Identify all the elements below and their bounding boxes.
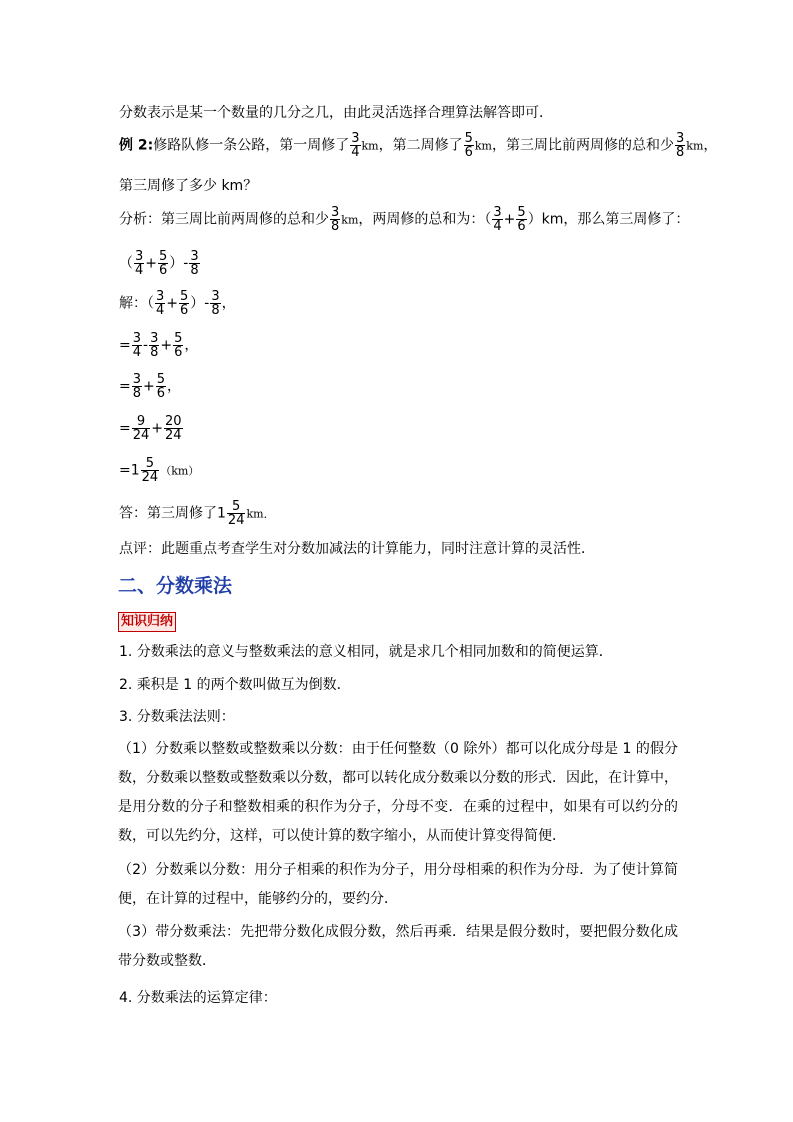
fraction: $\frac{3}{8}$	[132, 372, 142, 401]
solution-line-2: = $\frac{3}{4}$ - $\frac{3}{8}$ + $\frac{5}{6}$ ，	[119, 331, 199, 360]
fraction: $\frac{5}{6}$	[174, 331, 183, 360]
fraction: $\frac{5}{6}$	[464, 131, 473, 160]
fraction: $\frac{9}{24}$	[132, 414, 150, 443]
rule-1: （1）分数乘以整数或整数乘以分数：由于任何整数（0 除外）都可以化成分母是 1 的假分数，分数乘以整数或整数乘以分数，都可以转化成分数乘以分数的形式．因此，在计算中，是用分数的分子和整数相乘的积作为分子，分母不变．在乘的过程中，如果有可以约分的数，可以先约分，这样，可以使计算的数字缩小，从而使计算变得简便．	[118, 741, 678, 844]
point-4: 4. 分数乘法的运算定律：	[119, 990, 277, 1006]
example-question-line: 例 2:修路队修一条公路，第一周修了 $\frac{3}{4}$ km，第二周修了 $\frac{5}{6}$ km，第三周比前两周修的总和少 $\frac{3}{8}$ km，	[119, 131, 718, 160]
fraction: $\frac{3}{8}$	[190, 249, 199, 278]
question-part: 修路队修一条公路，第一周修了	[153, 137, 350, 154]
intro-text: 分数表示是某一个数量的几分之几，由此灵活选择合理算法解答即可．	[119, 105, 553, 121]
solution-line-1: 解：（ $\frac{3}{4}$ + $\frac{5}{6}$ ）- $\frac{3}{8}$ ，	[119, 289, 236, 318]
fraction: $\frac{5}{6}$	[180, 289, 189, 318]
question-part: ，第二周修了	[378, 137, 463, 154]
point-3: 3. 分数乘法法则：	[119, 709, 235, 725]
unit: km	[361, 139, 379, 153]
fraction: $\frac{3}{4}$	[156, 289, 165, 318]
solution-line-3: = $\frac{3}{8}$ + $\frac{5}{6}$ ，	[119, 372, 182, 401]
rule-3: （3）带分数乘法：先把带分数化成假分数，然后再乘．结果是假分数时，要把假分数化成带分数或整数．	[118, 924, 678, 969]
fraction: $\frac{3}{8}$	[150, 331, 159, 360]
section-heading: 二、分数乘法	[118, 575, 233, 597]
point-1: 1. 分数乘法的意义与整数乘法的意义相同，就是求几个相同加数和的简便运算．	[119, 644, 613, 660]
fraction: $\frac{5}{24}$	[141, 456, 159, 485]
knowledge-badge: 知识归纳	[118, 612, 176, 632]
fraction: $\frac{5}{6}$	[156, 372, 166, 401]
fraction: $\frac{20}{24}$	[165, 414, 182, 443]
fraction: $\frac{3}{8}$	[331, 205, 340, 234]
question-part: ，第三周比前两周修的总和少	[492, 137, 674, 154]
rule-2: （2）分数乘以分数：用分子相乘的积作为分子，用分母相乘的积作为分母．为了使计算简便，在计算的过程中，能够约分的，要约分．	[118, 862, 678, 907]
fraction: $\frac{3}{4}$	[351, 131, 360, 160]
solution-line-4: = $\frac{9}{24}$ + $\frac{20}{24}$	[119, 414, 182, 443]
answer-line: 答：第三周修了1 $\frac{5}{24}$ km．	[119, 499, 275, 528]
fraction: $\frac{5}{6}$	[517, 205, 526, 234]
fraction: $\frac{3}{4}$	[493, 205, 502, 234]
fraction: $\frac{3}{4}$	[132, 331, 142, 360]
analysis-expression: （ $\frac{3}{4}$ + $\frac{5}{6}$ ）- $\frac{3}{8}$	[119, 249, 199, 278]
solution-line-5: =1 $\frac{5}{24}$ （km）	[119, 456, 200, 485]
analysis-line: 分析：第三周比前两周修的总和少 $\frac{3}{8}$ km，两周修的总和为：（ $\frac{3}{4}$ + $\frac{5}{6}$ ）km，那么第三周修了：	[119, 205, 690, 234]
fraction: $\frac{5}{24}$	[227, 499, 245, 528]
point-2: 2. 乘积是 1 的两个数叫做互为倒数．	[119, 677, 351, 693]
fraction: $\frac{3}{4}$	[135, 249, 144, 278]
unit: km	[474, 139, 492, 153]
unit: km	[686, 139, 704, 153]
example-label: 例 2:	[119, 137, 154, 154]
fraction: $\frac{5}{6}$	[159, 249, 168, 278]
example-question-line-2: 第三周修了多少 km？	[119, 178, 258, 194]
comment-text: 点评：此题重点考查学生对分数加减法的计算能力，同时注意计算的灵活性．	[119, 541, 595, 557]
fraction: $\frac{3}{8}$	[211, 289, 220, 318]
fraction: $\frac{3}{8}$	[676, 131, 685, 160]
